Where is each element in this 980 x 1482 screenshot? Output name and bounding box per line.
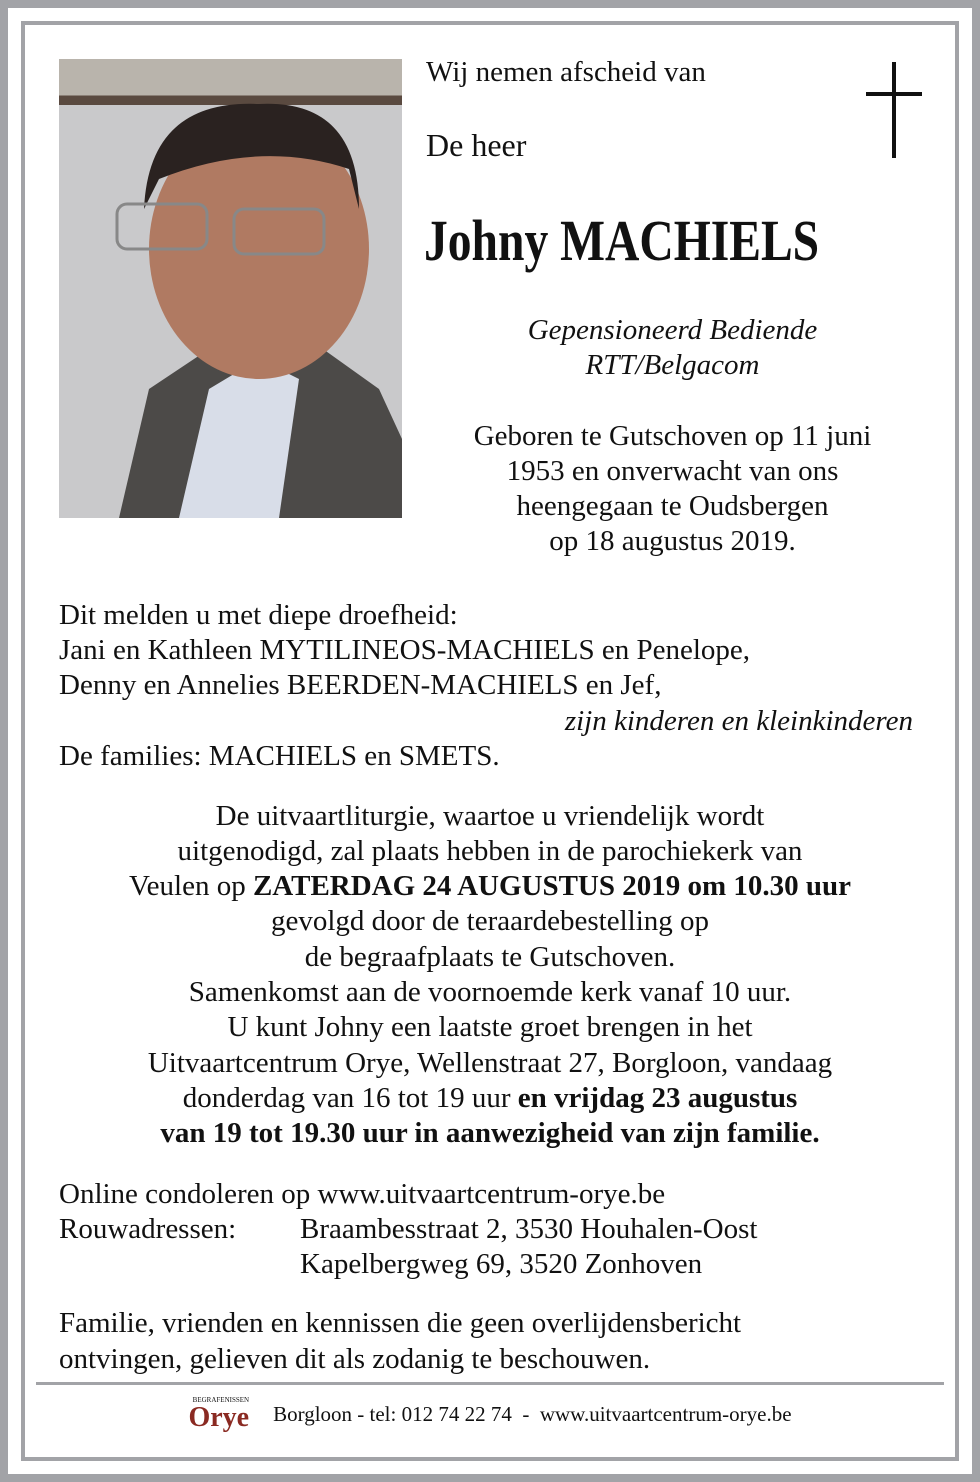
- birth-death-line: heengegaan te Oudsbergen: [516, 490, 829, 522]
- families-line: De families: MACHIELS en SMETS.: [59, 740, 500, 772]
- birth-death-line: op 18 augustus 2019.: [549, 525, 796, 557]
- addresses-label: Rouwadressen:: [59, 1213, 237, 1245]
- family-relation: zijn kinderen en kleinkinderen: [564, 705, 913, 737]
- service-line: gevolgd door de teraardebestelling op: [270, 905, 710, 937]
- service-line: van 19 tot 19.30 uur in aanwezigheid van zijn familie.: [160, 1117, 820, 1149]
- honorific: De heer: [426, 127, 527, 163]
- cross-icon: [866, 62, 922, 158]
- service-text: donderdag van 16 tot 19 uur: [182, 1082, 518, 1114]
- address-2: Kapelbergweg 69, 3520 Zonhoven: [300, 1248, 703, 1280]
- birth-death-line: Geboren te Gutschoven op 11 juni: [473, 420, 872, 452]
- family-line: Denny en Annelies BEERDEN-MACHIELS en Jef,: [59, 669, 662, 701]
- logo-subtitle: BEGRAFENISSEN: [192, 1396, 250, 1404]
- service-line: U kunt Johny een laatste groet brengen in het: [227, 1011, 753, 1043]
- family-line: Jani en Kathleen MYTILINEOS-MACHIELS en Penelope,: [59, 634, 751, 666]
- orye-logo: [188, 1396, 249, 1432]
- footer-contact: Borgloon - tel: 012 74 22 74 - www.uitvaartcentrum-orye.be: [273, 1402, 792, 1426]
- closing-line: ontvingen, gelieven dit als zodanig te beschouwen.: [59, 1343, 651, 1375]
- address-1: Braambesstraat 2, 3530 Houhalen-Oost: [300, 1213, 758, 1245]
- service-text: Veulen op: [128, 870, 253, 902]
- service-line: Uitvaartcentrum Orye, Wellenstraat 27, Borgloon, vandaag: [147, 1047, 833, 1079]
- service-line: De uitvaartliturgie, waartoe u vriendelijk wordt: [215, 800, 765, 832]
- portrait-photo: [59, 59, 402, 518]
- footer: [0, 1396, 980, 1432]
- service-line: Samenkomst aan de voornoemde kerk vanaf 10 uur.: [188, 976, 792, 1008]
- divider: [36, 1382, 944, 1385]
- service-date: ZATERDAG 24 AUGUSTUS 2019 om 10.30 uur: [252, 870, 852, 902]
- online-condolences: Online condoleren op www.uitvaartcentrum-orye.be: [59, 1178, 666, 1210]
- intro-text: Wij nemen afscheid van: [426, 56, 706, 88]
- service-bold: en vrijdag 23 augustus: [517, 1082, 798, 1114]
- family-intro: Dit melden u met diepe droefheid:: [59, 599, 458, 631]
- service-line: [0, 1081, 980, 1116]
- service-line: [0, 869, 980, 904]
- service-line: uitgenodigd, zal plaats hebben in de parochiekerk van: [177, 835, 803, 867]
- birth-death-line: 1953 en onverwacht van ons: [506, 455, 839, 487]
- occupation-line: Gepensioneerd Bediende: [527, 314, 818, 346]
- closing-line: Familie, vrienden en kennissen die geen overlijdensbericht: [59, 1307, 742, 1339]
- occupation-line: RTT/Belgacom: [585, 349, 760, 381]
- deceased-name: Johny MACHIELS: [424, 208, 820, 273]
- service-line: de begraafplaats te Gutschoven.: [304, 941, 676, 973]
- logo-text: Orye: [188, 1402, 250, 1433]
